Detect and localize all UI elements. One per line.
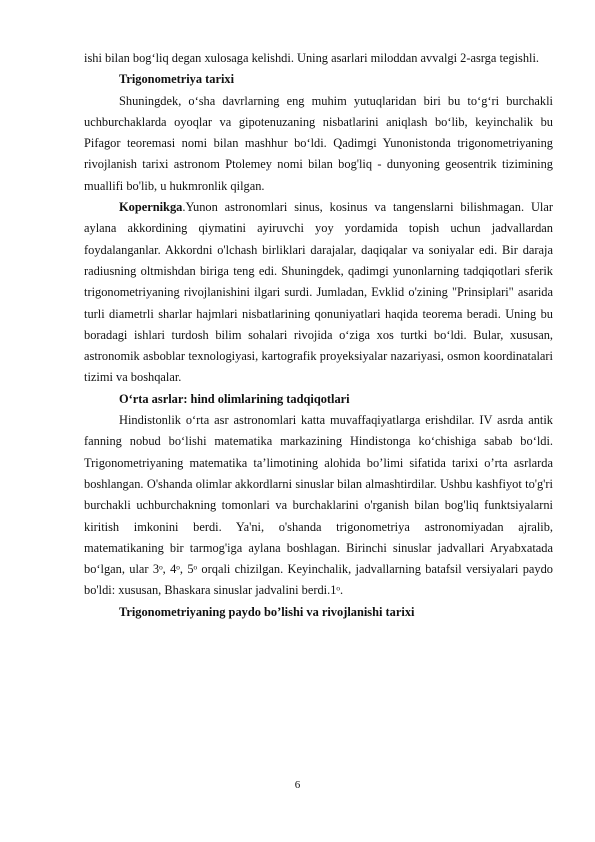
paragraph-middle-ages: Hindistonlik o‘rta asr astronomlari katta muvaffaqiyatlarga erishdilar. IV asrda antik fanning nobud bo‘lishi matematika markazining Hindistonga ko‘chishiga sabab bo‘ldi. Trigonometriyaning matematika ta’limotining alohida bo’limi sifatida tarixi o’rta asrlarda boshlangan. O'shanda olimlar akkordlarni sinuslar bilan almashtirdilar. Ushbu kashfiyot to'g'ri burchakli uchburchakning tomonlari va burchaklarini o'rganish bilan bog'liq funktsiyalarni kiritish imkonini berdi. Ya'ni, o'shanda trigonometriya astronomiyadan ajralib, matematikaning bir tarmog'iga aylana boshlagan. Birinchi sinuslar jadvallari Aryabxatada bo‘lgan, ular 3ᵒ, 4ᵒ, 5ᵒ orqali chizilgan. Keyinchalik, jadvallarning batafsil versiyalari paydo bo'ldi: xususan, Bhaskara sinuslar jadvalini berdi.1ᵒ. <box>84 413 553 598</box>
paragraph-copernicus-text: .Yunon astronomlari sinus, kosinus va tangenslarni bilishmagan. Ular aylana akkordining qiymatini ayiruvchi yoy yordamida topish uchun jadvallardan foydalanganlar. Akkordni o'lchash birliklari darajalar, daqiqalar va soniyalar edi. Bir daraja radiusning oltmishdan biriga teng edi. Shuningdek, qadimgi yunonlarning tadqiqotlari sferik trigonometriyaning rivojlanishini ilgari surdi. Jumladan, Evklid o'zining "Prinsiplari" asarida turli diametrli sharlar hajmlari nisbatlarining qonuniyatlari haqida teorema beradi. Uning bu boradagi ishlari turdosh bilim sohalari rivojida o‘ziga xos turtki bo‘ldi. Bular, xususan, astronomik asboblar texnologiyasi, kartografik proyeksiyalar nazariyasi, osmon koordinatalari tizimi va boshqalar. <box>84 200 553 385</box>
section-heading-trigonometry-history: Trigonometriya tarixi <box>119 72 235 87</box>
paragraph-trigonometry-history: Shuningdek, o‘sha davrlarning eng muhim yutuqlaridan biri bu to‘g‘ri burchakli uchburchaklarda oyoqlar va gipotenuzaning nisbatlarini aniqlash bo‘lib, keyinchalik bu Pifagor teoremasi nomi bilan mashhur bo‘ldi. Qadimgi Yunonistonda trigonometriyaning rivojlanish tarixi astronom Ptolemey nomi bilan bog'liq - dunyoning geosentrik tizimining muallifi bo'lib, u hukmronlik qilgan. <box>84 93 553 193</box>
lead-term-kopernikga: Kopernikga <box>119 200 183 215</box>
section-heading-middle-ages: O‘rta asrlar: hind olimlarining tadqiqotlari <box>119 391 350 406</box>
intro-paragraph: ishi bilan bog‘liq degan xulosaga kelishdi. Uning asarlari miloddan avvalgi 2-asrga tegishli. <box>84 51 540 65</box>
document-page <box>84 48 553 623</box>
page-number: 6 <box>294 779 301 791</box>
paragraph-copernicus <box>84 197 553 389</box>
section-heading-origin-development: Trigonometriyaning paydo bo’lishi va rivojlanishi tarixi <box>119 604 415 619</box>
